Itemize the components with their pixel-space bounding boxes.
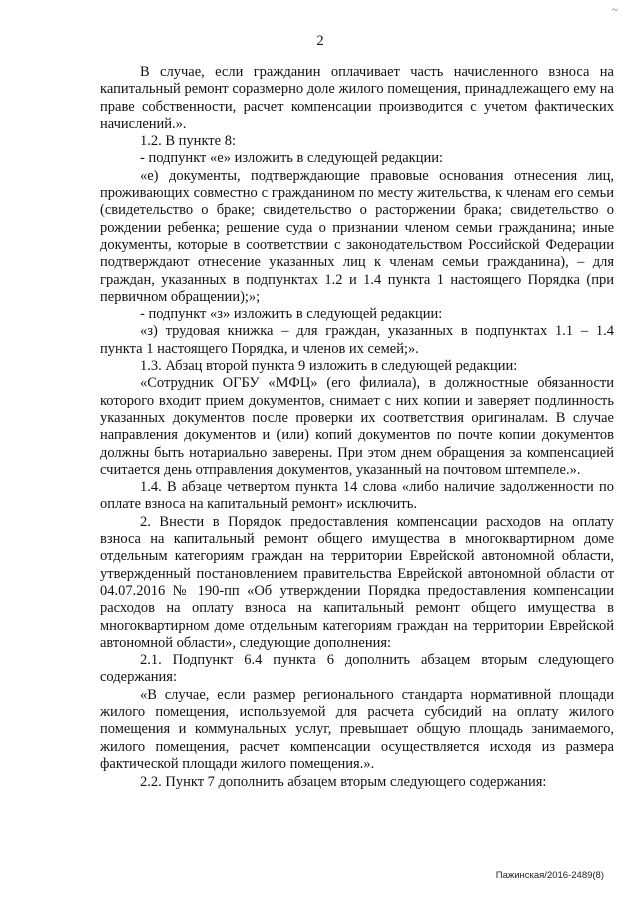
paragraph-1-3-heading: 1.3. Абзац второй пункта 9 изложить в следующей редакции: (140, 358, 518, 375)
paragraph-subpoint-e-intro: - подпункт «е» изложить в следующей редакции: (140, 150, 444, 167)
paragraph-2-1-heading: 2.1. Подпункт 6.4 пункта 6 дополнить абзацем вторым следующего содержания: (100, 652, 614, 686)
footer-reference: Пажинская/2016-2489(8) (495, 870, 604, 881)
paragraph-2-amendments: 2. Внести в Порядок предоставления компенсации расходов на оплату взноса на капитальный ремонт общего имущества в многоквартирном доме отдельным категориям граждан на территории Еврейской автономной области, утвержденный постановлением правительства Еврейской автономной области от 04.07.2016 № 190-пп «Об утверждении Порядка предоставления компенсации расходов на оплату взноса на капитальный ремонт общего имущества в многоквартирном доме отдельным категориям граждан на территории Еврейской автономной области», следующие дополнения: (100, 513, 614, 651)
page-number: 2 (316, 33, 324, 49)
paragraph-1-4: 1.4. В абзаце четвертом пункта 14 слова «либо наличие задолженности по оплате взноса на капитальный ремонт» исключить. (100, 479, 614, 513)
document-body (100, 64, 614, 791)
paragraph-1-2-heading: 1.2. В пункте 8: (140, 133, 236, 150)
paragraph-subpoint-e-text: «е) документы, подтверждающие правовые основания отнесения лиц, проживающих совместно с гражданином по месту жительства, к членам его семьи (свидетельство о браке; свидетельство о расторжении брака; свидетельство о рождении ребенка; решение суда о признании членом семьи гражданина; иные документы, которые в соответствии с законодательством Российской Федерации подтверждают отнесение указанных лиц к членам семьи гражданина), – для граждан, указанных в подпунктах 1.2 и 1.4 пункта 1 настоящего Порядка (при первичном обращении);»; (100, 167, 614, 305)
paragraph-subpoint-z-text: «з) трудовая книжка – для граждан, указанных в подпунктах 1.1 – 1.4 пункта 1 настоящего Порядка, и членов их семей;». (100, 323, 614, 357)
paragraph-capital-repair-share: В случае, если гражданин оплачивает часть начисленного взноса на капитальный ремонт соразмерно доле жилого помещения, принадлежащего ему на праве собственности, расчет компенсации производится с учетом фактических начислений.». (100, 64, 614, 132)
paragraph-2-2-heading: 2.2. Пункт 7 дополнить абзацем вторым следующего содержания: (140, 774, 547, 791)
paragraph-2-1-text: «В случае, если размер регионального стандарта нормативной площади жилого помещения, используемой для расчета субсидий на оплату жилого помещения и коммунальных услуг, превышает общую площадь занимаемого, жилого помещения, расчет компенсации осуществляется исходя из размера фактической площади жилого помещения.». (100, 686, 614, 772)
paragraph-mfc-employee: «Сотрудник ОГБУ «МФЦ» (его филиала), в должностные обязанности которого входит прием документов, снимает с них копии и заверяет подлинность указанных документов после проверки их соответствия оригиналам. В случае направления документов и (или) копий документов по почте копии документов должны быть нотариально заверены. При этом днем обращения за компенсацией считается день отправления документов, указанный на почтовом штемпеле.». (100, 375, 614, 478)
corner-mark: ~ (612, 4, 618, 16)
paragraph-subpoint-z-intro: - подпункт «з» изложить в следующей редакции: (140, 306, 443, 323)
